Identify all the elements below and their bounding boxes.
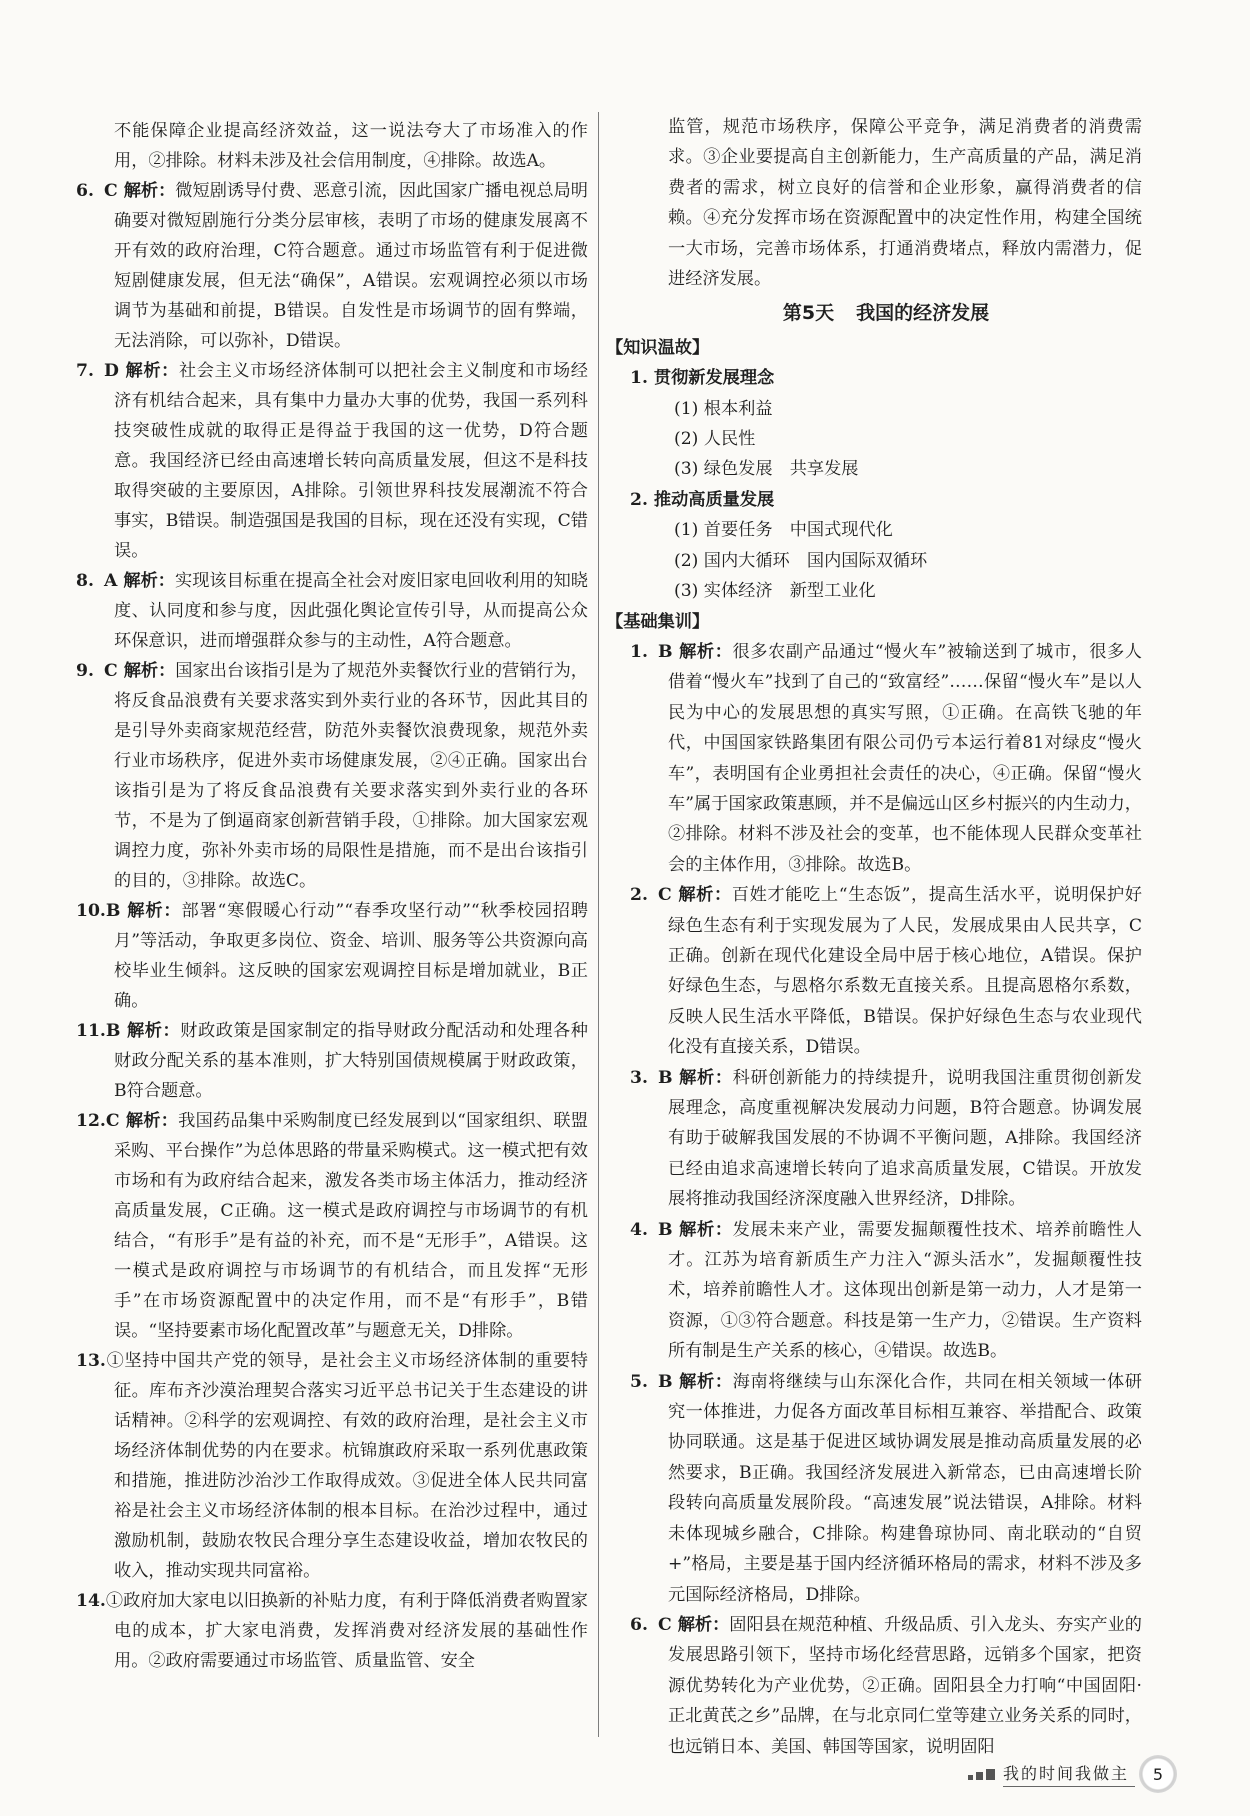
page-number: 5	[1139, 1755, 1177, 1793]
knowledge-heading: 1. 贯彻新发展理念	[630, 368, 775, 389]
continued-paragraph: 不能保障企业提高经济效益，这一说法夸大了市场准入的作用，②排除。材料未涉及社会信用制度，④排除。故选A。	[114, 121, 588, 171]
footer-decoration-icon	[968, 1769, 995, 1780]
answer-item-r3: 3. B 解析：科研创新能力的持续提升，说明我国注重贯彻创新发展理念，高度重视解决发展动力问题，B符合题意。协调发展有助于破解我国发展的不协调不平衡问题，A排除。我国经济已经由追求高速增长转向了追求高质量发展，C错误。开放发展将推动我国经济深度融入世界经济，D排除。	[630, 1067, 1142, 1210]
knowledge-sub: (3) 实体经济 新型工业化	[674, 581, 876, 602]
answer-item-6: 6. C 解析：微短剧诱导付费、恶意引流，因此国家广播电视总局明确要对微短剧施行分类分层审核，表明了市场的健康发展离不开有效的政府治理，C符合题意。通过市场监管有利于促进微短剧健康发展，但无法“确保”，A错误。宏观调控必须以市场调节为基础和前提，B错误。自发性是市场调节的固有弊端，无法消除，可以弥补，D错误。	[76, 181, 588, 351]
column-divider	[598, 112, 599, 1737]
page-footer	[968, 1757, 1177, 1791]
answer-item-r1: 1. B 解析：很多农副产品通过“慢火车”被输送到了城市，很多人借着“慢火车”找到了自己的“致富经”……保留“慢火车”是以人民为中心的发展思想的真实写照，①正确。在高铁飞驰的年代，中国国家铁路集团有限公司仍亏本运行着81对绿皮“慢火车”，表明国有企业勇担社会责任的决心，④正确。保留“慢火车”属于国家政策惠顾，并不是偏远山区乡村振兴的内生动力，②排除。材料不涉及社会的变革，也不能体现人民群众变革社会的主体作用，③排除。故选B。	[630, 641, 1142, 875]
answer-item-r6: 6. C 解析：固阳县在规范种植、升级品质、引入龙头、夯实产业的发展思路引领下，坚持市场化经营思路，远销多个国家，把资源优势转化为产业优势，②正确。固阳县全力打响“中国固阳·正北黄芪之乡”品牌，在与北京同仁堂等建立业务关系的同时，也远销日本、美国、韩国等国家，说明固阳	[630, 1614, 1142, 1757]
answer-item-r5: 5. B 解析：海南将继续与山东深化合作，共同在相关领域一体研究一体推进，力促各方面改革目标相互兼容、举措配合、政策协同联通。这是基于促进区域协调发展是推动高质量发展的必然要求，B正确。我国经济发展进入新常态，已由高速增长阶段转向高质量发展阶段。“高速发展”说法错误，A排除。材料未体现城乡融合，C排除。构建鲁琼协同、南北联动的“自贸+”格局，主要是基于国内经济循环格局的需求，材料不涉及多元国际经济格局，D排除。	[630, 1371, 1142, 1605]
answer-item-9: 9. C 解析：国家出台该指引是为了规范外卖餐饮行业的营销行为，将反食品浪费有关要求落实到外卖行业的各环节，因此其目的是引导外卖商家规范经营，防范外卖餐饮浪费现象，规范外卖行业市场秩序，促进外卖市场健康发展，②④正确。国家出台该指引是为了将反食品浪费有关要求落实到外卖行业的各环节，不是为了倒逼商家创新营销手段，①排除。加大国家宏观调控力度，弥补外卖市场的局限性是措施，而不是出台该指引的目的，③排除。故选C。	[76, 661, 588, 891]
knowledge-sub: (2) 国内大循环 国内国际双循环	[674, 550, 928, 571]
training-tag: 【基础集训】	[606, 611, 710, 632]
continued-paragraph-right: 监管，规范市场秩序，保障公平竞争，满足消费者的消费需求。③企业要提高自主创新能力，生产高质量的产品，满足消费者的需求，树立良好的信誉和企业形象，赢得消费者的信赖。④充分发挥市场在资源配置中的决定性作用，构建全国统一大市场，完善市场体系，打通消费堵点，释放内需潜力，促进经济发展。	[668, 117, 1142, 290]
knowledge-sub: (1) 根本利益	[674, 398, 773, 419]
knowledge-sub: (1) 首要任务 中国式现代化	[674, 520, 893, 541]
footer-slogan: 我的时间我做主	[1003, 1761, 1135, 1787]
answer-item-r4: 4. B 解析：发展未来产业，需要发掘颠覆性技术、培养前瞻性人才。江苏为培育新质生产力注入“源头活水”，发掘颠覆性技术，培养前瞻性人才。这体现出创新是第一动力，人才是第一资源，①③符合题意。科技是第一生产力，②错误。生产资料所有制是生产关系的核心，④错误。故选B。	[630, 1219, 1142, 1362]
answer-item-13: 13.①坚持中国共产党的领导，是社会主义市场经济体制的重要特征。库布齐沙漠治理契合落实习近平总书记关于生态建设的讲话精神。②科学的宏观调控、有效的政府治理，是社会主义市场经济体制优势的内在要求。杭锦旗政府采取一系列优惠政策和措施，推进防沙治沙工作取得成效。③促进全体人民共同富裕是社会主义市场经济体制的根本目标。在治沙过程中，通过激励机制，鼓励农牧民合理分享生态建设收益，增加农牧民的收入，推动实现共同富裕。	[76, 1351, 588, 1581]
knowledge-sub: (3) 绿色发展 共享发展	[674, 459, 859, 480]
answer-item-14: 14.①政府加大家电以旧换新的补贴力度，有利于降低消费者购置家电的成本，扩大家电消费，发挥消费对经济发展的基础性作用。②政府需要通过市场监管、质量监管、安全	[76, 1591, 588, 1671]
answer-item-8: 8. A 解析：实现该目标重在提高全社会对废旧家电回收利用的知晓度、认同度和参与度，因此强化舆论宣传引导，从而提高公众环保意识，进而增强群众参与的主动性，A符合题意。	[76, 571, 588, 651]
answer-item-12: 12.C 解析：我国药品集中采购制度已经发展到以“国家组织、联盟采购、平台操作”为总体思路的带量采购模式。这一模式把有效市场和有为政府结合起来，激发各类市场主体活力，推动经济高质量发展，C正确。这一模式是政府调控与市场调节的有机结合，“有形手”是有益的补充，而不是“无形手”，A错误。这一模式是政府调控与市场调节的有机结合，而且发挥“无形手”在市场资源配置中的决定作用，而不是“有形手”，B错误。“坚持要素市场化配置改革”与题意无关，D排除。	[76, 1111, 588, 1341]
answer-item-11: 11.B 解析：财政政策是国家制定的指导财政分配活动和处理各种财政分配关系的基本准则，扩大特别国债规模属于财政政策，B符合题意。	[76, 1021, 588, 1101]
knowledge-tag: 【知识温故】	[606, 337, 710, 358]
section-title: 第5天 我国的经济发展	[782, 302, 990, 325]
knowledge-list	[630, 363, 1142, 606]
knowledge-sub: (2) 人民性	[674, 429, 756, 450]
right-column	[606, 112, 1142, 1762]
answer-item-7: 7. D 解析：社会主义市场经济体制可以把社会主义制度和市场经济有机结合起来，具有集中力量办大事的优势，我国一系列科技突破性成就的取得正是得益于我国的这一优势，D符合题意。我国经济已经由高速增长转向高质量发展，但这不是科技取得突破的主要原因，A排除。引领世界科技发展潮流不符合事实，B错误。制造强国是我国的目标，现在还没有实现，C错误。	[76, 361, 588, 561]
knowledge-heading: 2. 推动高质量发展	[630, 489, 775, 510]
answer-item-r2: 2. C 解析：百姓才能吃上“生态饭”，提高生活水平，说明保护好绿色生态有利于实现发展为了人民，发展成果由人民共享，C正确。创新在现代化建设全局中居于核心地位，A错误。保护好绿色生态，与恩格尔系数无直接关系。且提高恩格尔系数，反映人民生活水平降低，B错误。保护好绿色生态与农业现代化没有直接关系，D错误。	[630, 885, 1142, 1058]
left-column	[76, 116, 588, 1676]
answer-item-10: 10.B 解析：部署“寒假暖心行动”“春季攻坚行动”“秋季校园招聘月”等活动，争取更多岗位、资金、培训、服务等公共资源向高校毕业生倾斜。这反映的国家宏观调控目标是增加就业，B正确。	[76, 901, 588, 1011]
